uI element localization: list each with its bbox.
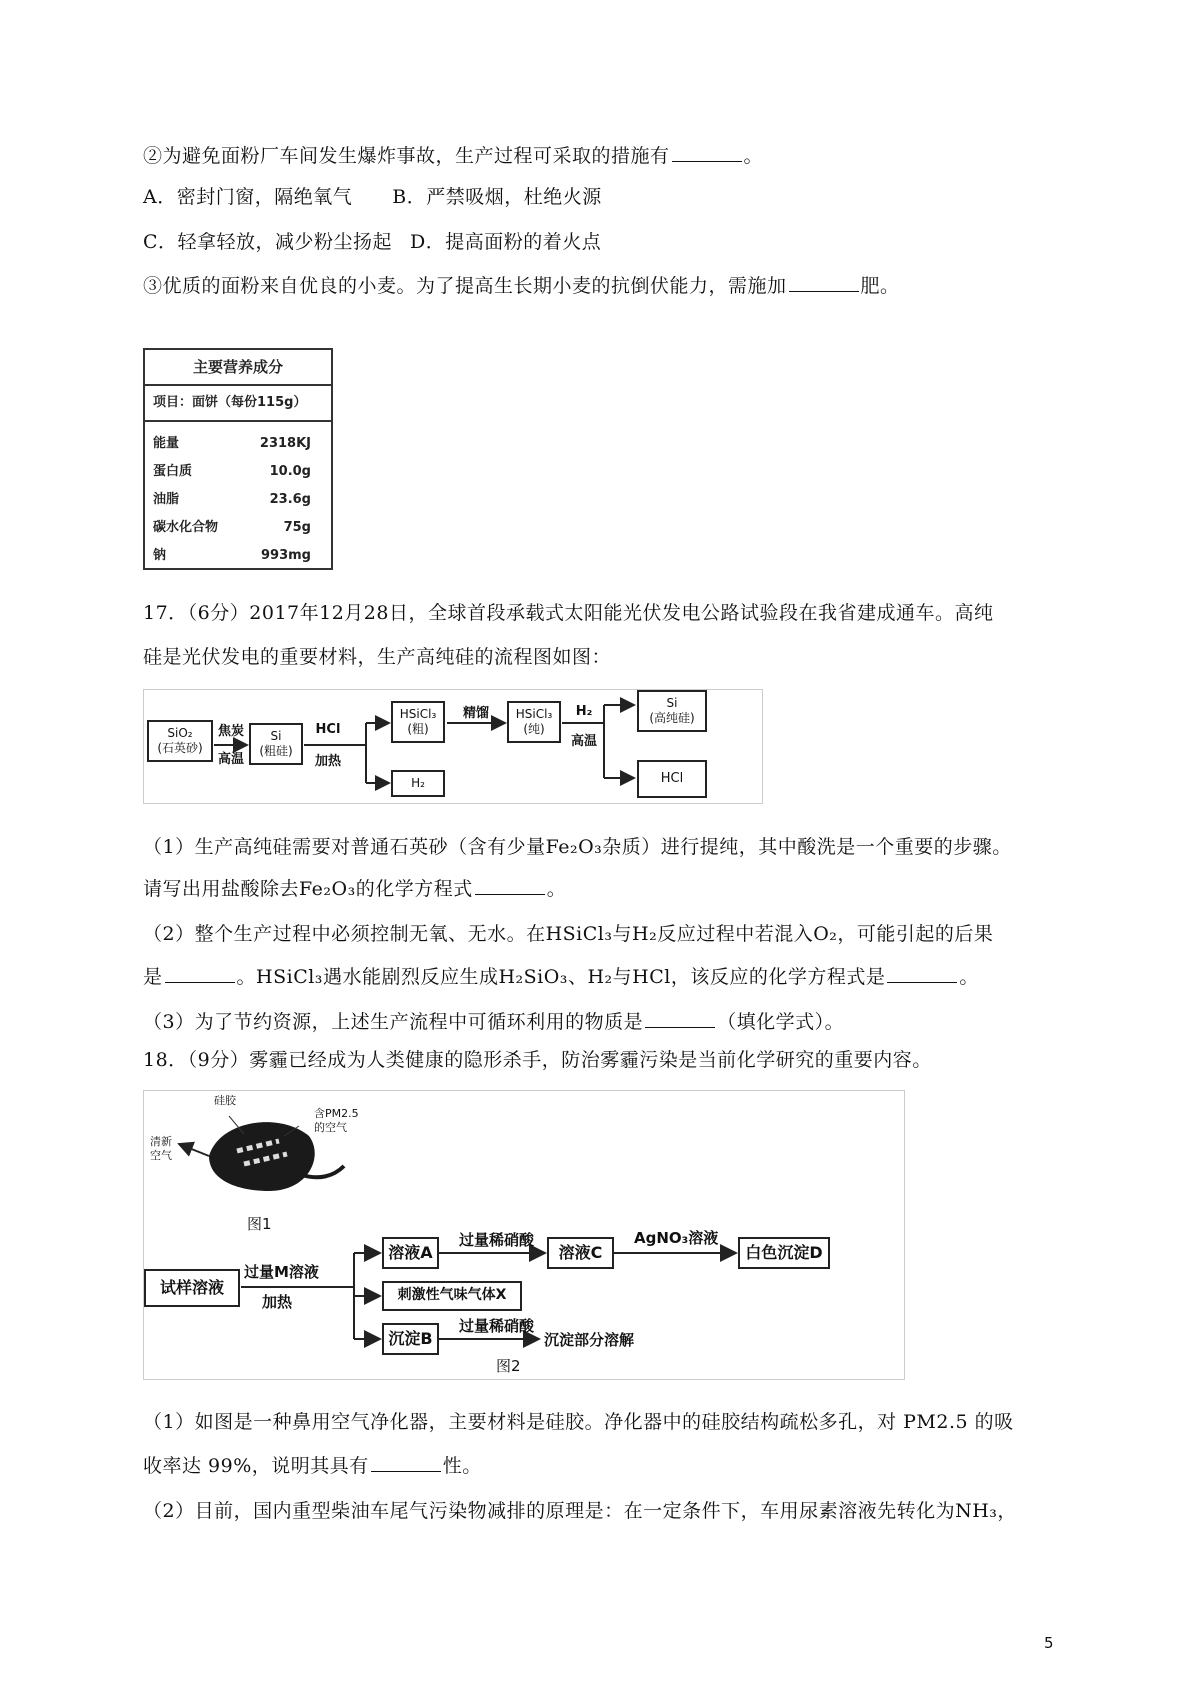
- option-a[interactable]: A．密封门窗，隔绝氧气: [143, 186, 353, 208]
- flow-box-hcl: HCl: [637, 760, 707, 798]
- flow-box-pure-si: Si (高纯硅): [637, 690, 707, 732]
- fig2-box-solution-a: 溶液A: [382, 1237, 439, 1269]
- flow-label-hightemp2: 高温: [570, 734, 597, 749]
- fig2-label-partial-dissolve: 沉淀部分溶解: [544, 1331, 635, 1349]
- flow-label-heat: 加热: [314, 754, 341, 769]
- flow-label-distill: 精馏: [462, 706, 489, 721]
- fig1-caption: 图1: [247, 1215, 272, 1233]
- silicon-flowchart: [143, 689, 763, 804]
- flow-box-crude-si: Si (粗硅): [249, 723, 303, 765]
- nutrition-subheader: 项目：面饼（每份115g）: [145, 386, 331, 422]
- fig1-label-gel: 硅胶: [214, 1094, 236, 1107]
- fig2-caption: 图2: [496, 1357, 521, 1375]
- option-b[interactable]: B．严禁吸烟，杜绝火源: [392, 186, 602, 208]
- fig2-label-agno3: AgNO₃溶液: [634, 1229, 719, 1247]
- answer-blank[interactable]: [789, 275, 859, 292]
- answer-blank[interactable]: [475, 878, 545, 895]
- answer-blank[interactable]: [645, 1011, 715, 1028]
- nutrition-row: 蛋白质 10.0g: [153, 464, 311, 479]
- flow-box-sio2: SiO₂ (石英砂): [147, 720, 213, 762]
- nutrition-row: 碳水化合物 75g: [153, 520, 311, 535]
- fig2-label-acid2: 过量稀硝酸: [459, 1317, 535, 1335]
- fig1-label-clean: 清新: [150, 1135, 172, 1148]
- nutrition-header: 主要营养成分: [145, 350, 331, 386]
- fig2-box-precipitate-b: 沉淀B: [382, 1323, 439, 1355]
- q17-stem-line2: 硅是光伏发电的重要材料，生产高纯硅的流程图如图：: [143, 646, 612, 668]
- fig2-label-acid1: 过量稀硝酸: [459, 1231, 535, 1249]
- nutrition-table: [143, 348, 333, 570]
- option-d[interactable]: D．提高面粉的着火点: [410, 231, 602, 253]
- q17-p3: （3）为了节约资源，上述生产流程中可循环利用的物质是 （填化学式）。: [143, 1011, 845, 1033]
- fig2-label-heat: 加热: [262, 1293, 293, 1311]
- q16-part2: ②为避免面粉厂车间发生爆炸事故，生产过程可采取的措施有 。: [143, 145, 764, 167]
- fig2-box-gas-x: 刺激性气味气体X: [382, 1281, 522, 1311]
- flow-label-h2: H₂: [575, 704, 593, 719]
- q16-part3: ③优质的面粉来自优良的小麦。为了提高生长期小麦的抗倒伏能力，需施加 肥。: [143, 275, 900, 297]
- flow-label-coke: 焦炭: [217, 724, 244, 739]
- q18-figures: [143, 1090, 905, 1380]
- q16-options-ab: [143, 184, 602, 210]
- flow-label-hcl: HCl: [315, 722, 341, 737]
- nutrition-row: 能量 2318KJ: [153, 436, 311, 451]
- fig2-box-solution-c: 溶液C: [547, 1237, 614, 1269]
- q18-p1-line2: 收率达 99%，说明其具有 性。: [143, 1455, 482, 1477]
- q17-p2-line2: 是 。HSiCl₃遇水能剧烈反应生成H₂SiO₃、H₂与HCl，该反应的化学方程式是 。: [143, 966, 979, 988]
- flow-box-hsicl3-pure: HSiCl₃ (纯): [507, 701, 561, 743]
- answer-blank[interactable]: [887, 966, 957, 983]
- flow-box-h2: H₂: [391, 770, 445, 797]
- fig1-label-pm-air: 的空气: [314, 1121, 347, 1134]
- fig2-label-reagent: 过量M溶液: [244, 1263, 319, 1281]
- q16-options-cd: [143, 229, 601, 255]
- q17-p2-line1: （2）整个生产过程中必须控制无氧、无水。在HSiCl₃与H₂反应过程中若混入O₂，可能引起的后果: [143, 923, 994, 945]
- q18-p2-line1: （2）目前，国内重型柴油车尾气污染物减排的原理是：在一定条件下，车用尿素溶液先转化为NH₃，: [143, 1500, 1017, 1522]
- fig2-box-sample: 试样溶液: [144, 1269, 240, 1307]
- page-number: 5: [1044, 1634, 1054, 1652]
- fig1-label-pm: 含PM2.5: [314, 1107, 359, 1120]
- fig1-label-clean-air: 空气: [150, 1149, 172, 1162]
- q17-stem-line1: 17．（6分）2017年12月28日，全球首段承载式太阳能光伏发电公路试验段在我省建成通车。高纯: [143, 602, 994, 624]
- fig2-box-precipitate-d: 白色沉淀D: [738, 1237, 830, 1269]
- flow-label-hightemp: 高温: [217, 752, 244, 767]
- answer-blank[interactable]: [165, 966, 235, 983]
- q18-stem: 18．（9分）雾霾已经成为人类健康的隐形杀手，防治雾霾污染是当前化学研究的重要内容。: [143, 1049, 932, 1071]
- q18-p1-line1: （1）如图是一种鼻用空气净化器，主要材料是硅胶。净化器中的硅胶结构疏松多孔，对 PM2.5 的吸: [143, 1411, 1014, 1433]
- q17-p1-line2: 请写出用盐酸除去Fe₂O₃的化学方程式 。: [143, 878, 567, 900]
- nutrition-row: 油脂 23.6g: [153, 492, 311, 507]
- nutrition-row: 钠 993mg: [153, 548, 311, 563]
- answer-blank[interactable]: [672, 145, 742, 162]
- flow-box-hsicl3-crude: HSiCl₃ (粗): [391, 701, 445, 743]
- answer-blank[interactable]: [371, 1455, 441, 1472]
- option-c[interactable]: C．轻拿轻放，减少粉尘扬起: [143, 231, 393, 253]
- q17-p1-line1: （1）生产高纯硅需要对普通石英砂（含有少量Fe₂O₃杂质）进行提纯，其中酸洗是一个重要的步骤。: [143, 836, 1012, 858]
